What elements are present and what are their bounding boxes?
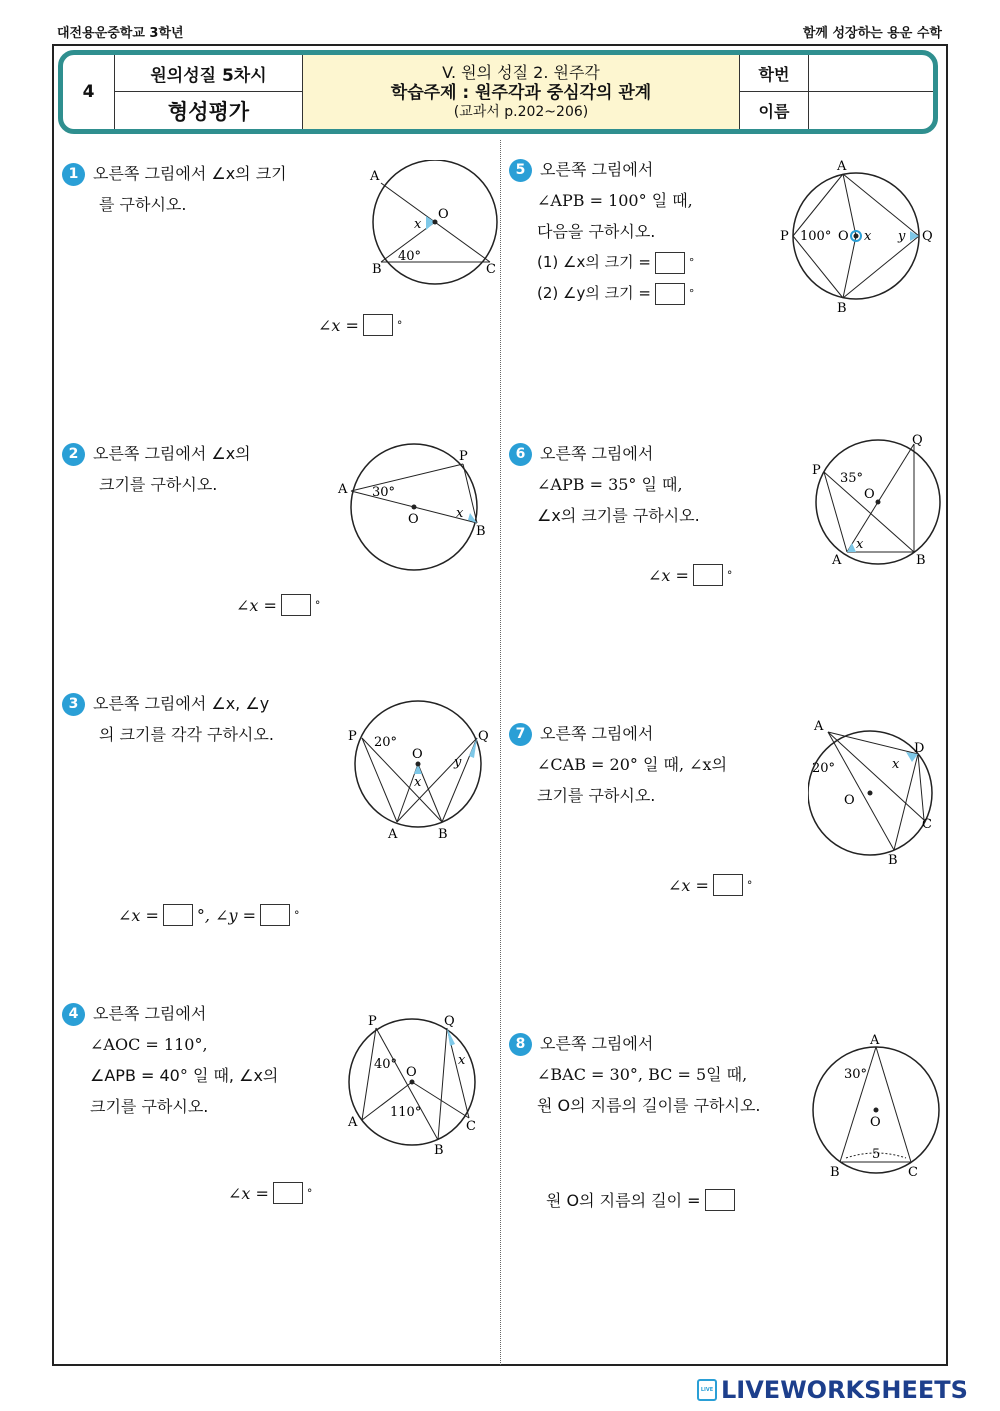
figure-6 [802, 430, 942, 570]
svg-text:40°: 40° [398, 249, 422, 264]
svg-text:x: x [458, 1053, 466, 1068]
svg-text:C: C [466, 1119, 476, 1134]
svg-text:20°: 20° [374, 735, 398, 750]
figure-1 [364, 160, 514, 285]
figure-3 [342, 700, 502, 840]
svg-text:O: O [870, 1115, 881, 1130]
question-3: 3 오른쪽 그림에서 ∠x, ∠y 의 크기를 각각 구하시오. [62, 688, 342, 750]
svg-text:A: A [338, 482, 348, 497]
svg-text:C: C [908, 1165, 918, 1180]
student-id-field[interactable] [809, 55, 933, 92]
svg-text:x: x [414, 217, 422, 232]
answer-box-3x[interactable] [163, 904, 193, 926]
topic-title: 학습주제 : 원주각과 중심각의 관계 [390, 82, 652, 103]
worksheet-header [58, 50, 938, 134]
logo-text: LIVEWORKSHEETS [721, 1376, 968, 1404]
svg-text:x: x [892, 757, 900, 772]
svg-text:100°: 100° [800, 229, 832, 244]
question-1: 1 오른쪽 그림에서 ∠x의 크기 를 구하시오. [62, 158, 352, 220]
answer-6: ∠x = ° [648, 565, 733, 585]
lesson-subtitle: 원의성질 5차시 [115, 55, 303, 92]
student-id-label: 학번 [740, 55, 809, 92]
svg-text:5: 5 [872, 1147, 881, 1162]
svg-text:30°: 30° [372, 485, 396, 500]
svg-text:Q: Q [444, 1014, 455, 1029]
svg-text:x: x [456, 506, 464, 521]
answer-box-5-2[interactable] [655, 283, 685, 305]
svg-text:A: A [348, 1115, 358, 1130]
answer-8: 원 O의 지름의 길이 = [546, 1188, 735, 1211]
figure-2 [336, 443, 496, 573]
school-name: 대전용운중학교 3학년 [57, 26, 184, 41]
svg-text:B: B [434, 1143, 444, 1157]
svg-text:B: B [438, 827, 448, 840]
svg-text:B: B [916, 553, 926, 568]
answer-box-6[interactable] [693, 564, 723, 586]
student-name-label: 이름 [740, 92, 809, 129]
svg-text:B: B [372, 262, 382, 277]
svg-text:P: P [459, 449, 468, 464]
svg-text:Q: Q [922, 229, 933, 244]
svg-text:P: P [812, 463, 821, 478]
answer-4: ∠x = ° [228, 1183, 313, 1203]
question-4: 4 오른쪽 그림에서 ∠AOC = 110°, ∠APB = 40° 일 때, ∠x의 크기를 구하시오. [62, 998, 332, 1122]
svg-text:P: P [348, 729, 357, 744]
answer-box-7[interactable] [713, 874, 743, 896]
svg-text:Q: Q [478, 729, 489, 744]
svg-text:O: O [864, 487, 875, 502]
textbook-pages: (교과서 p.202~206) [453, 103, 589, 120]
question-number: 1 [62, 163, 85, 186]
svg-text:B: B [837, 301, 847, 316]
answer-box-2[interactable] [281, 594, 311, 616]
svg-text:20°: 20° [812, 761, 836, 776]
answer-1: ∠x = ° [318, 315, 403, 335]
student-name-field[interactable] [809, 92, 933, 129]
svg-text:35°: 35° [840, 471, 864, 486]
svg-text:A: A [837, 159, 847, 174]
svg-text:C: C [486, 262, 496, 277]
svg-text:O: O [838, 229, 849, 244]
unit-title: V. 원의 성질 2. 원주각 [442, 62, 600, 82]
svg-text:A: A [870, 1033, 880, 1048]
question-2: 2 오른쪽 그림에서 ∠x의 크기를 구하시오. [62, 438, 322, 500]
svg-text:O: O [844, 793, 855, 808]
svg-text:Q: Q [912, 433, 923, 448]
svg-text:A: A [388, 827, 398, 840]
svg-text:y: y [898, 229, 906, 244]
svg-text:C: C [922, 817, 932, 832]
liveworksheets-logo [697, 1376, 968, 1404]
svg-text:x: x [414, 775, 422, 790]
answer-box-5-1[interactable] [655, 252, 685, 274]
answer-3: ∠x = °, ∠y = ° [118, 905, 300, 925]
answer-2: ∠x = ° [236, 595, 321, 615]
answer-box-4[interactable] [273, 1182, 303, 1204]
answer-box-3y[interactable] [260, 904, 290, 926]
svg-text:40°: 40° [374, 1057, 398, 1072]
figure-7 [808, 716, 943, 871]
svg-text:O: O [408, 512, 419, 527]
svg-text:B: B [476, 524, 486, 539]
question-8: 8 오른쪽 그림에서 ∠BAC = 30°, BC = 5일 때, 원 O의 지름의 길이를 구하시오. [509, 1028, 809, 1121]
svg-text:B: B [888, 853, 898, 868]
svg-text:A: A [832, 553, 842, 568]
svg-text:O: O [438, 207, 449, 222]
svg-text:P: P [368, 1014, 377, 1029]
question-5: 5 오른쪽 그림에서 ∠APB = 100° 일 때, 다음을 구하시오. (1) ∠x의 크기 = ° (2) ∠y의 크기 = ° [509, 154, 779, 309]
svg-text:A: A [370, 169, 380, 184]
assessment-title: 형성평가 [115, 92, 303, 129]
question-7: 7 오른쪽 그림에서 ∠CAB = 20° 일 때, ∠x의 크기를 구하시오. [509, 718, 779, 811]
svg-text:30°: 30° [844, 1067, 868, 1082]
svg-text:O: O [406, 1065, 417, 1080]
svg-text:O: O [412, 747, 423, 762]
svg-text:P: P [780, 229, 789, 244]
figure-8 [808, 1030, 943, 1180]
figure-4 [344, 1012, 504, 1157]
motto: 함께 성장하는 용운 수학 [802, 26, 942, 41]
topic-cell [303, 55, 740, 129]
svg-text:A: A [814, 719, 824, 734]
answer-7: ∠x = ° [668, 875, 753, 895]
answer-box-8[interactable] [705, 1189, 735, 1211]
svg-text:D: D [914, 741, 925, 756]
svg-text:y: y [454, 755, 462, 770]
question-6: 6 오른쪽 그림에서 ∠APB = 35° 일 때, ∠x의 크기를 구하시오. [509, 438, 779, 531]
svg-text:x: x [864, 229, 872, 244]
logo-icon: LIVE [697, 1379, 717, 1401]
answer-box-1[interactable] [363, 314, 393, 336]
svg-text:110°: 110° [390, 1105, 422, 1120]
svg-text:x: x [856, 537, 864, 552]
svg-text:B: B [830, 1165, 840, 1180]
figure-5 [776, 156, 941, 316]
lesson-number: 4 [63, 55, 115, 129]
